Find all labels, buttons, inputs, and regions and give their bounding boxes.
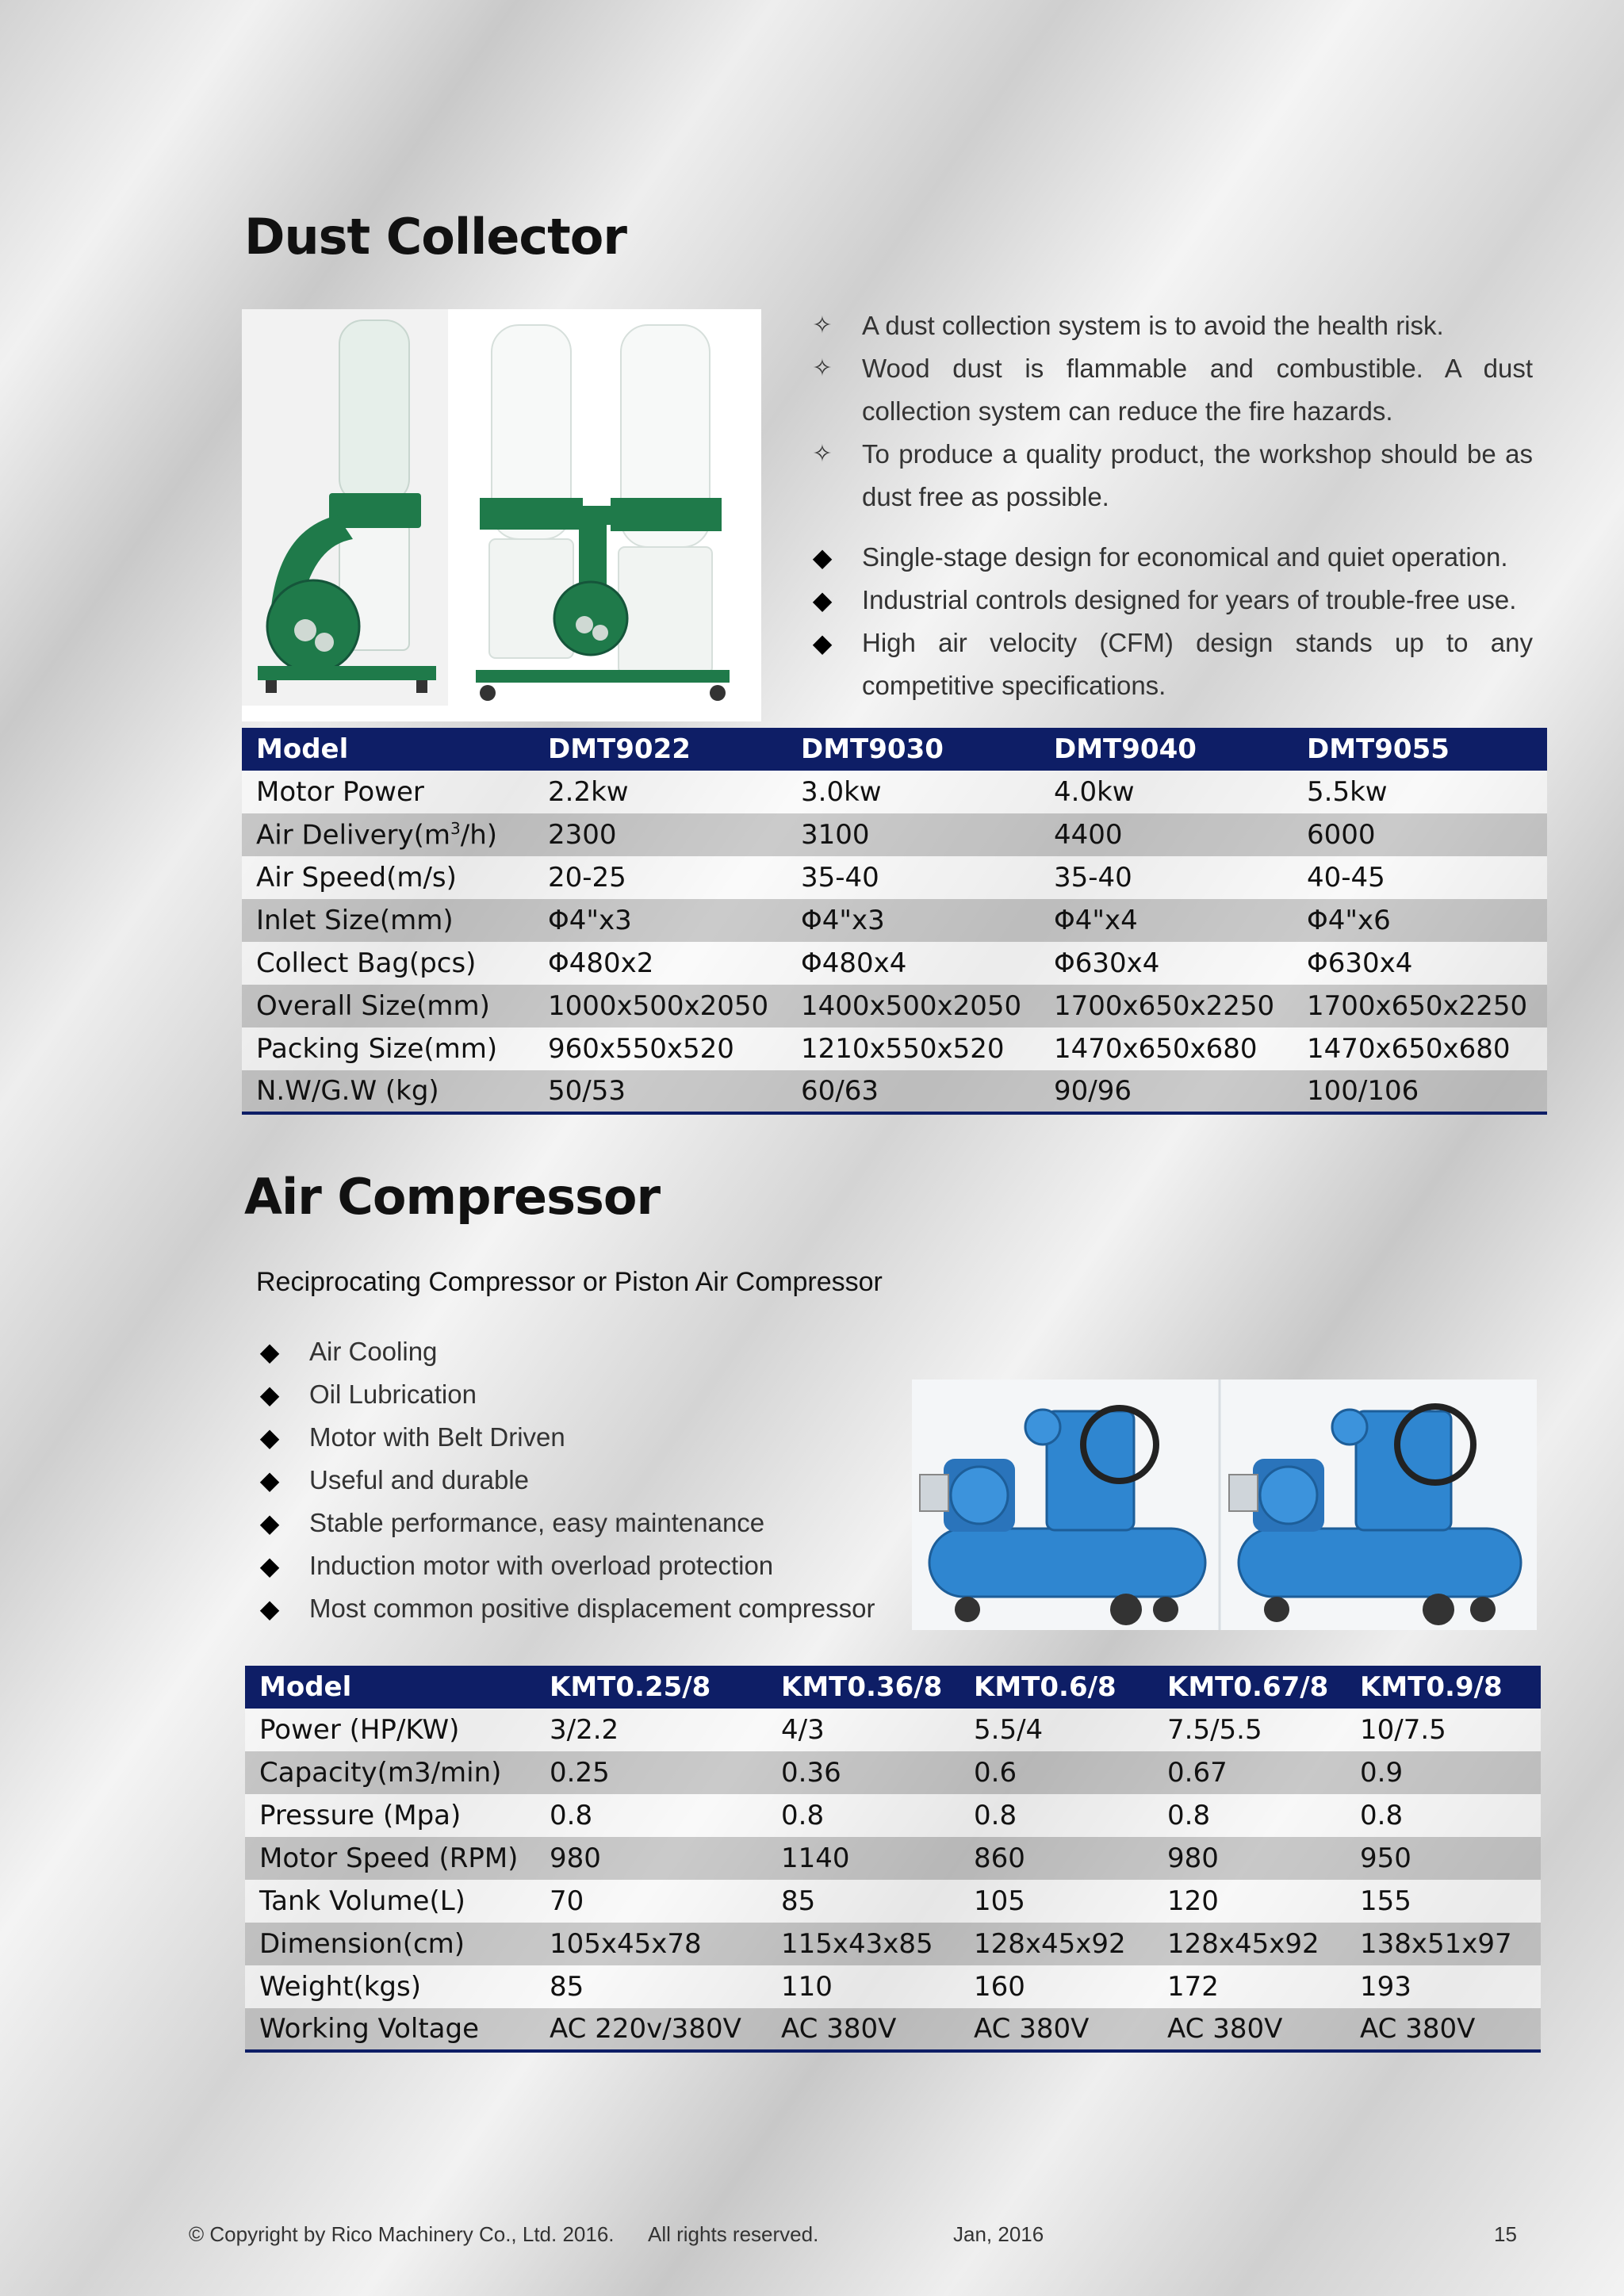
table-cell: 4.0kw (1040, 771, 1293, 813)
list-item (254, 1502, 904, 1544)
table-cell: 1400x500x2050 (787, 985, 1040, 1027)
dust-features-list (806, 536, 1533, 707)
table-cell: Φ4"x4 (1040, 899, 1293, 942)
bullet-text: Oil Lubrication (309, 1380, 477, 1409)
air-compressor-title: Air Compressor (244, 1168, 661, 1226)
table-cell: Φ630x4 (1293, 942, 1547, 985)
table-cell: 7.5/5.5 (1153, 1709, 1346, 1751)
row-label: Weight(kgs) (245, 1965, 535, 2008)
table-cell: 1470x650x680 (1040, 1027, 1293, 1070)
table-cell: 0.8 (767, 1794, 959, 1837)
header-cell: DMT9040 (1040, 728, 1293, 771)
table-row (245, 1794, 1541, 1837)
star-bullet-icon: ✧ (812, 312, 833, 339)
header-cell: DMT9055 (1293, 728, 1547, 771)
table-row (242, 771, 1547, 813)
header-cell: KMT0.36/8 (767, 1666, 959, 1709)
table-cell: 138x51x97 (1346, 1923, 1541, 1965)
table-cell: 5.5kw (1293, 771, 1547, 813)
header-cell: KMT0.9/8 (1346, 1666, 1541, 1709)
bullet-text: Wood dust is flammable and combustible. A dust collection system can reduce the fire hazards. (862, 354, 1533, 426)
footer-date: Jan, 2016 (953, 2222, 1044, 2246)
bullet-text: Most common positive displacement compressor (309, 1594, 875, 1623)
row-label: N.W/G.W (kg) (242, 1070, 534, 1113)
table-cell: AC 380V (1346, 2008, 1541, 2051)
table-cell: 70 (535, 1880, 767, 1923)
list-item (806, 622, 1533, 707)
table-cell: 115x43x85 (767, 1923, 959, 1965)
header-cell: KMT0.6/8 (959, 1666, 1153, 1709)
table-row (242, 985, 1547, 1027)
table-row (245, 1965, 1541, 2008)
table-cell: 160 (959, 1965, 1153, 2008)
table-cell: 193 (1346, 1965, 1541, 2008)
bullet-text: To produce a quality product, the workshop should be as dust free as possible. (862, 439, 1533, 511)
table-cell: 40-45 (1293, 856, 1547, 899)
list-item (806, 579, 1533, 622)
table-cell: 1140 (767, 1837, 959, 1880)
superscript: 3 (450, 818, 461, 838)
diamond-bullet-icon: ◆ (259, 1551, 280, 1581)
table-cell: 3.0kw (787, 771, 1040, 813)
list-item (806, 304, 1533, 347)
row-label: Collect Bag(pcs) (242, 942, 534, 985)
diamond-bullet-icon: ◆ (259, 1380, 280, 1410)
table-cell: 50/53 (534, 1070, 787, 1113)
row-label: Power (HP/KW) (245, 1709, 535, 1751)
table-cell: 860 (959, 1837, 1153, 1880)
star-bullet-icon: ✧ (812, 354, 833, 382)
table-row (242, 1027, 1547, 1070)
footer-rights: All rights reserved. (648, 2222, 819, 2246)
diamond-bullet-icon: ◆ (259, 1508, 280, 1538)
bullet-text: Motor with Belt Driven (309, 1422, 565, 1452)
row-label: Air Speed(m/s) (242, 856, 534, 899)
diamond-bullet-icon: ◆ (259, 1465, 280, 1495)
table-cell: 1470x650x680 (1293, 1027, 1547, 1070)
dust-collector-title: Dust Collector (244, 208, 626, 266)
table-cell: AC 380V (767, 2008, 959, 2051)
list-item (806, 347, 1533, 433)
table-cell: 2300 (534, 813, 787, 856)
table-row (245, 2008, 1541, 2051)
table-row (242, 856, 1547, 899)
row-label: Overall Size(mm) (242, 985, 534, 1027)
table-cell: 0.9 (1346, 1751, 1541, 1794)
star-bullet-icon: ✧ (812, 440, 833, 468)
table-cell: 1000x500x2050 (534, 985, 787, 1027)
table-cell: 0.6 (959, 1751, 1153, 1794)
table-cell: 4/3 (767, 1709, 959, 1751)
table-row (245, 1880, 1541, 1923)
table-cell: 35-40 (1040, 856, 1293, 899)
table-header-row (242, 728, 1547, 771)
bullet-text: A dust collection system is to avoid the health risk. (862, 311, 1444, 340)
row-label: Motor Speed (RPM) (245, 1837, 535, 1880)
table-cell: 0.25 (535, 1751, 767, 1794)
table-cell: 90/96 (1040, 1070, 1293, 1113)
row-label: Tank Volume(L) (245, 1880, 535, 1923)
table-cell: AC 380V (1153, 2008, 1346, 2051)
page-number: 15 (1494, 2222, 1517, 2246)
table-cell: 5.5/4 (959, 1709, 1153, 1751)
table-cell: Φ4"x3 (534, 899, 787, 942)
table-cell: 128x45x92 (959, 1923, 1153, 1965)
air-compressor-spec-table (245, 1666, 1541, 2053)
list-item (254, 1587, 904, 1630)
header-cell: Model (242, 728, 534, 771)
table-cell: 100/106 (1293, 1070, 1547, 1113)
bullet-text: Single-stage design for economical and quiet operation. (862, 542, 1508, 572)
table-cell: 35-40 (787, 856, 1040, 899)
bullet-text: Air Cooling (309, 1337, 438, 1366)
list-item (254, 1416, 904, 1459)
table-row (245, 1837, 1541, 1880)
bullet-text: Useful and durable (309, 1465, 530, 1494)
table-cell: 20-25 (534, 856, 787, 899)
table-cell: 60/63 (787, 1070, 1040, 1113)
table-cell: 120 (1153, 1880, 1346, 1923)
list-item (806, 433, 1533, 519)
table-cell: AC 380V (959, 2008, 1153, 2051)
table-row (242, 1070, 1547, 1113)
table-cell: Φ630x4 (1040, 942, 1293, 985)
table-cell: 980 (1153, 1837, 1346, 1880)
bullet-text: Industrial controls designed for years of trouble-free use. (862, 585, 1517, 614)
table-cell: 172 (1153, 1965, 1346, 2008)
table-header-row (245, 1666, 1541, 1709)
table-cell: 1700x650x2250 (1040, 985, 1293, 1027)
row-label (242, 813, 534, 856)
row-label: Pressure (Mpa) (245, 1794, 535, 1837)
row-label: Capacity(m3/min) (245, 1751, 535, 1794)
list-item (254, 1459, 904, 1502)
table-cell: 0.67 (1153, 1751, 1346, 1794)
table-cell: AC 220v/380V (535, 2008, 767, 2051)
list-item (806, 536, 1533, 579)
row-label-text: Air Delivery(m (256, 819, 451, 851)
header-cell: Model (245, 1666, 535, 1709)
header-cell: KMT0.67/8 (1153, 1666, 1346, 1709)
table-cell: Φ4"x3 (787, 899, 1040, 942)
table-cell: 85 (535, 1965, 767, 2008)
diamond-bullet-icon: ◆ (259, 1422, 280, 1452)
row-label: Packing Size(mm) (242, 1027, 534, 1070)
dust-collector-spec-table (242, 728, 1547, 1115)
table-cell: Φ480x4 (787, 942, 1040, 985)
table-row (245, 1751, 1541, 1794)
header-cell: DMT9030 (787, 728, 1040, 771)
table-cell: 6000 (1293, 813, 1547, 856)
table-cell: 128x45x92 (1153, 1923, 1346, 1965)
table-cell: 0.8 (1153, 1794, 1346, 1837)
header-cell: KMT0.25/8 (535, 1666, 767, 1709)
air-compressor-photo (912, 1380, 1537, 1630)
list-item (254, 1330, 904, 1373)
diamond-bullet-icon: ◆ (259, 1594, 280, 1624)
diamond-bullet-icon: ◆ (812, 542, 833, 572)
table-cell: Φ480x2 (534, 942, 787, 985)
table-row (242, 942, 1547, 985)
table-cell: 155 (1346, 1880, 1541, 1923)
table-row (242, 813, 1547, 856)
air-compressor-subtitle: Reciprocating Compressor or Piston Air Compressor (256, 1267, 883, 1297)
table-cell: Φ4"x6 (1293, 899, 1547, 942)
table-cell: 10/7.5 (1346, 1709, 1541, 1751)
table-cell: 3100 (787, 813, 1040, 856)
diamond-bullet-icon: ◆ (259, 1337, 280, 1367)
list-item (254, 1373, 904, 1416)
table-cell: 85 (767, 1880, 959, 1923)
bullet-text: Stable performance, easy maintenance (309, 1508, 765, 1537)
table-cell: 0.8 (1346, 1794, 1541, 1837)
table-cell: 1700x650x2250 (1293, 985, 1547, 1027)
row-label: Working Voltage (245, 2008, 535, 2051)
row-label: Dimension(cm) (245, 1923, 535, 1965)
header-cell: DMT9022 (534, 728, 787, 771)
row-label-tail: /h) (460, 819, 498, 851)
footer-copyright: © Copyright by Rico Machinery Co., Ltd. 2016. (189, 2222, 615, 2246)
table-row (242, 899, 1547, 942)
list-item (254, 1544, 904, 1587)
table-cell: 960x550x520 (534, 1027, 787, 1070)
table-cell: 0.8 (959, 1794, 1153, 1837)
row-label: Motor Power (242, 771, 534, 813)
table-cell: 4400 (1040, 813, 1293, 856)
bullet-text: Induction motor with overload protection (309, 1551, 774, 1580)
dust-benefits-list (806, 304, 1533, 519)
table-cell: 2.2kw (534, 771, 787, 813)
table-row (245, 1923, 1541, 1965)
table-cell: 980 (535, 1837, 767, 1880)
table-cell: 0.36 (767, 1751, 959, 1794)
table-cell: 0.8 (535, 1794, 767, 1837)
dust-collector-photo (242, 309, 761, 721)
air-compressor-features-list (254, 1330, 904, 1630)
bullet-text: High air velocity (CFM) design stands up to any competitive specifications. (862, 628, 1533, 700)
table-cell: 105x45x78 (535, 1923, 767, 1965)
table-cell: 950 (1346, 1837, 1541, 1880)
diamond-bullet-icon: ◆ (812, 628, 833, 658)
table-cell: 1210x550x520 (787, 1027, 1040, 1070)
row-label: Inlet Size(mm) (242, 899, 534, 942)
table-cell: 3/2.2 (535, 1709, 767, 1751)
table-row (245, 1709, 1541, 1751)
diamond-bullet-icon: ◆ (812, 585, 833, 615)
table-cell: 105 (959, 1880, 1153, 1923)
table-cell: 110 (767, 1965, 959, 2008)
